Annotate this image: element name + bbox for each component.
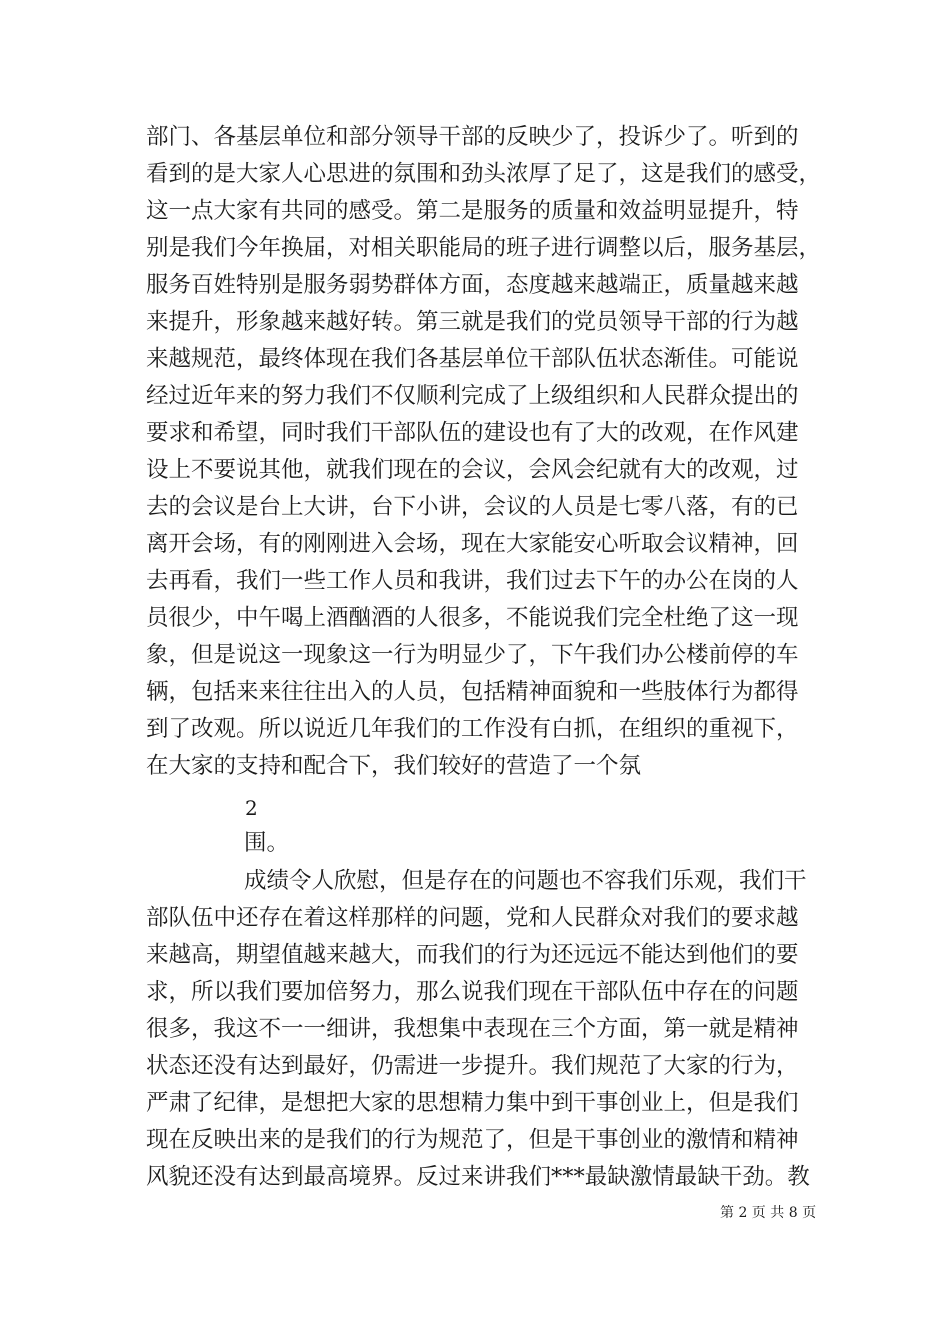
text-line: 来越高，期望值越来越大，而我们的行为还远远不能达到他们的要 xyxy=(146,942,799,968)
text-line: 来越规范，最终体现在我们各基层单位干部队伍状态渐佳。可能说 xyxy=(146,346,799,372)
text-line: 辆，包括来来往往出入的人员，包括精神面貌和一些肢体行为都得 xyxy=(146,679,799,705)
text-line: 设上不要说其他，就我们现在的会议，会风会纪就有大的改观，过 xyxy=(146,457,799,483)
text-line: 严肃了纪律，是想把大家的思想精力集中到干事创业上，但是我们 xyxy=(146,1090,799,1116)
text-line: 风貌还没有达到最高境界。反过来讲我们***最缺激情最缺干劲。教 xyxy=(146,1164,810,1190)
text-line: 状态还没有达到最好，仍需进一步提升。我们规范了大家的行为， xyxy=(146,1053,799,1079)
text-line: 这一点大家有共同的感受。第二是服务的质量和效益明显提升，特 xyxy=(146,198,799,224)
text-line: 离开会场，有的刚刚进入会场，现在大家能安心听取会议精神，回 xyxy=(146,531,799,557)
text-line: 看到的是大家人心思进的氛围和劲头浓厚了足了，这是我们的感受， xyxy=(146,161,822,187)
text-line: 去再看，我们一些工作人员和我讲，我们过去下午的办公在岗的人 xyxy=(146,568,799,594)
text-line: 别是我们今年换届，对相关职能局的班子进行调整以后，服务基层， xyxy=(146,235,822,261)
text-line: 到了改观。所以说近几年我们的工作没有白抓，在组织的重视下， xyxy=(146,716,799,742)
text-line: 服务百姓特别是服务弱势群体方面，态度越来越端正，质量越来越 xyxy=(146,272,799,298)
text-line: 员很少，中午喝上酒酗酒的人很多，不能说我们完全杜绝了这一现 xyxy=(146,605,799,631)
text-line: 部门、各基层单位和部分领导干部的反映少了，投诉少了。听到的 xyxy=(146,124,799,150)
text-line: 求，所以我们要加倍努力，那么说我们现在干部队伍中存在的问题 xyxy=(146,979,799,1005)
paragraph-first-line: 成绩令人欣慰，但是存在的问题也不容我们乐观，我们干 xyxy=(244,868,807,894)
text-line: 象，但是说这一现象这一行为明显少了，下午我们办公楼前停的车 xyxy=(146,642,799,668)
text-line: 很多，我这不一一细讲，我想集中表现在三个方面，第一就是精神 xyxy=(146,1016,799,1042)
inline-page-number: 2 xyxy=(245,796,258,820)
text-line: 现在反映出来的是我们的行为规范了，但是干事创业的激情和精神 xyxy=(146,1127,799,1153)
text-line: 来提升，形象越来越好转。第三就是我们的党员领导干部的行为越 xyxy=(146,309,799,335)
text-line: 去的会议是台上大讲，台下小讲，会议的人员是七零八落，有的已 xyxy=(146,494,799,520)
continuation-line: 围。 xyxy=(244,830,290,856)
text-line: 要求和希望，同时我们干部队伍的建设也有了大的改观，在作风建 xyxy=(146,420,799,446)
text-line: 经过近年来的努力我们不仅顺利完成了上级组织和人民群众提出的 xyxy=(146,383,799,409)
text-line: 在大家的支持和配合下，我们较好的营造了一个氛 xyxy=(146,753,642,779)
text-line: 部队伍中还存在着这样那样的问题，党和人民群众对我们的要求越 xyxy=(146,905,799,931)
page-footer: 第 2 页 共 8 页 xyxy=(720,1205,817,1221)
